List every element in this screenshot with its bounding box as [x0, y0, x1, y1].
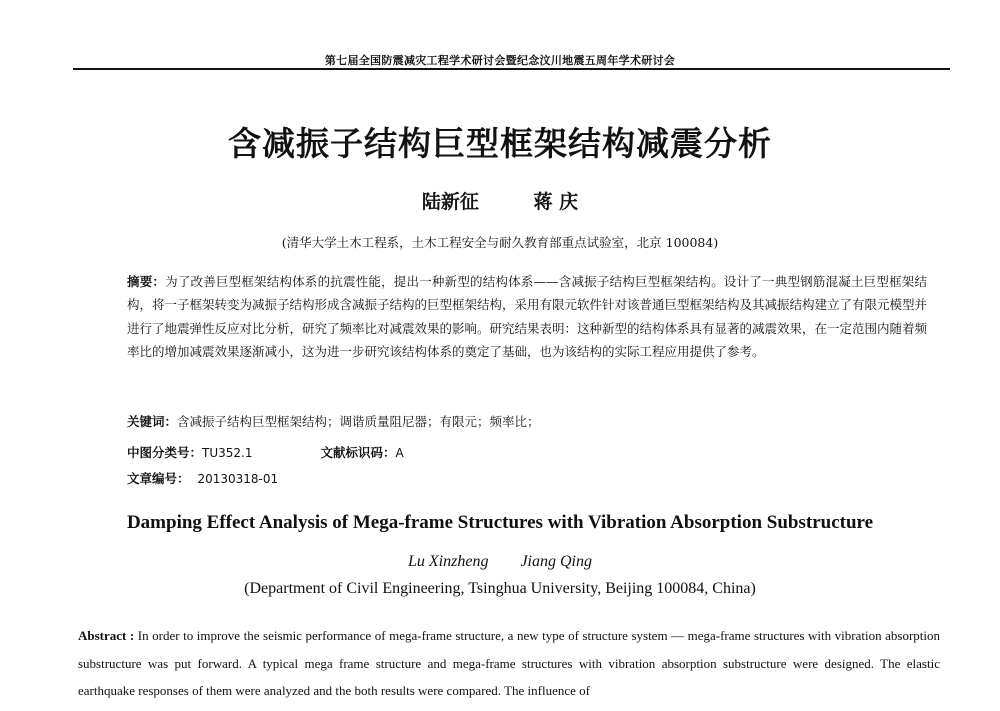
- doc-code-label: 文献标识码：: [320, 445, 396, 460]
- keywords-label: 关键词：: [127, 414, 178, 429]
- article-no-label: 文章编号：: [127, 471, 190, 486]
- abstract-cn-label: 摘要：: [127, 274, 166, 289]
- author-cn-1: 陆新征: [421, 191, 479, 213]
- affiliation-cn: (清华大学土木工程系，土木工程安全与耐久教育部重点试验室，北京 100084): [281, 235, 719, 250]
- doc-code-value: A: [395, 446, 404, 460]
- author-en-2: Jiang Qing: [520, 553, 592, 570]
- abstract-en-text: In order to improve the seismic performance of mega-frame structure, a new type of structure system — mega-frame structures with vibration absorption substructure was put forward. A typical mega frame structure and mega-frame structures with vibration absorption substructure were designed. The elastic earthquake responses of them were analyzed and the both results were compared. The influence of: [78, 628, 940, 698]
- keywords-text: 含减振子结构巨型框架结构；调谐质量阻尼器；有限元；频率比；: [177, 414, 540, 429]
- clc-label: 中图分类号：: [127, 445, 203, 460]
- abstract-cn: [127, 270, 927, 363]
- affiliation-en: (Department of Civil Engineering, Tsinghua University, Beijing 100084, China): [244, 580, 756, 597]
- classification-line: [127, 443, 404, 461]
- header-rule: [73, 68, 950, 70]
- article-no-value: 20130318-01: [197, 472, 279, 486]
- author-cn-2: 蒋 庆: [533, 191, 579, 213]
- abstract-en-label: Abstract :: [78, 628, 135, 643]
- authors-cn: [0, 187, 1000, 214]
- keywords-line: [127, 412, 540, 430]
- abstract-cn-text: 为了改善巨型框架结构体系的抗震性能，提出一种新型的结构体系——含减振子结构巨型框架结构。设计了一典型钢筋混凝土巨型框架结构，将一子框架转变为减振子结构形成含减振子结构的巨型框架结构，采用有限元软件针对该普通巨型框架结构及其减振结构建立了有限元模型并进行了地震弹性反应对比分析，研究了频率比对减震效果的影响。研究结果表明：这种新型的结构体系具有显著的减震效果，在一定范围内随着频率比的增加减震效果逐渐减小，这为进一步研究该结构体系的奠定了基础，也为该结构的实际工程应用提供了参考。: [127, 274, 928, 359]
- authors-en: [0, 553, 1000, 571]
- conference-header: 第七届全国防震减灾工程学术研讨会暨纪念汶川地震五周年学术研讨会: [324, 54, 676, 67]
- clc-value: TU352.1: [202, 446, 253, 460]
- article-number-line: [127, 469, 278, 487]
- abstract-en: [78, 622, 940, 705]
- paper-title-cn: 含减振子结构巨型框架结构减震分析: [228, 124, 772, 163]
- author-en-1: Lu Xinzheng: [408, 553, 489, 570]
- paper-title-en: Damping Effect Analysis of Mega-frame Structures with Vibration Absorption Substructure: [126, 512, 874, 533]
